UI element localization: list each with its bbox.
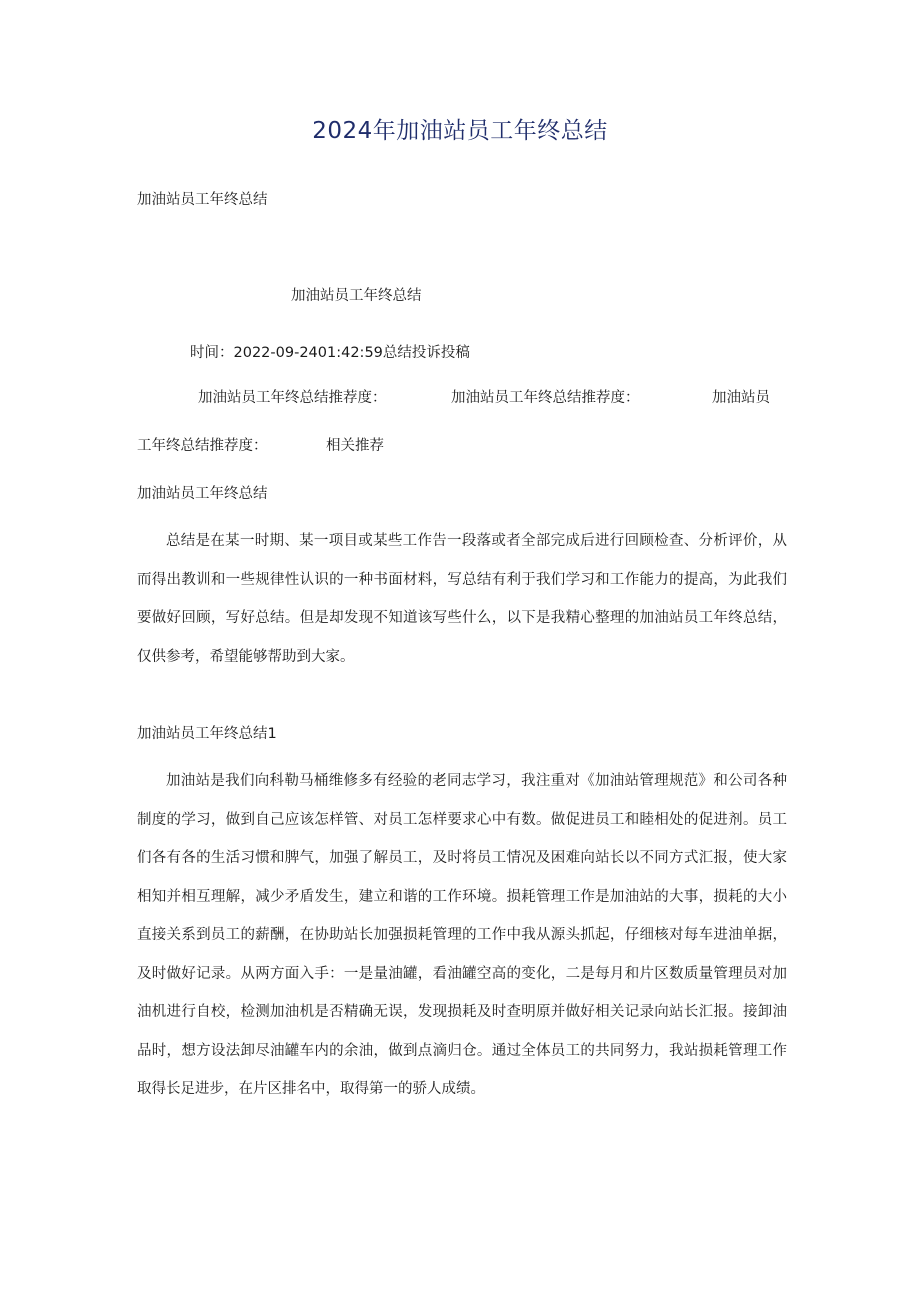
intro-paragraph: 总结是在某一时期、某一项目或某些工作告一段落或者全部完成后进行回顾检查、分析评价，从而得出教训和一些规律性认识的一种书面材料，写总结有利于我们学习和工作能力的提高，为此我们要做好回顾，写好总结。但是却发现不知道该写些什么，以下是我精心整理的加油站员工年终总结，仅供参考，希望能够帮助到大家。 [137, 533, 787, 665]
recommend-item: 加油站员工年终总结推荐度： [451, 390, 640, 406]
recommend-item: 加油站员工年终总结推荐度： [198, 390, 387, 406]
related-recommend-link[interactable]: 相关推荐 [326, 438, 384, 454]
recommend-item: 工年终总结推荐度： [137, 438, 268, 454]
section-heading: 加油站员工年终总结1 [137, 726, 277, 742]
section-heading: 加油站员工年终总结 [137, 486, 268, 502]
body-paragraph: 加油站是我们向科勒马桶维修多有经验的老同志学习，我注重对《加油站管理规范》和公司各种制度的学习，做到自己应该怎样管、对员工怎样要求心中有数。做促进员工和睦相处的促进剂。员工们各有各的生活习惯和脾气，加强了解员工，及时将员工情况及困难向站长以不同方式汇报，使大家相知并相互理解，减少矛盾发生，建立和谐的工作环境。损耗管理工作是加油站的大事，损耗的大小直接关系到员工的薪酬，在协助站长加强损耗管理的工作中我从源头抓起，仔细核对每车进油单据，及时做好记录。从两方面入手：一是量油罐，看油罐空高的变化，二是每月和片区数质量管理员对加油机进行自校，检测加油机是否精确无误，发现损耗及时查明原并做好相关记录向站长汇报。接卸油品时，想方设法卸尽油罐车内的余油，做到点滴归仓。通过全体员工的共同努力，我站损耗管理工作取得长足进步，在片区排名中，取得第一的骄人成绩。 [137, 773, 787, 1097]
meta-time-line: 时间：2022-09-2401:42:59总结投诉投稿 [190, 345, 470, 361]
recommend-item: 加油站员 [712, 390, 770, 406]
centered-subtitle: 加油站员工年终总结 [291, 288, 422, 304]
section-heading: 加油站员工年终总结 [137, 192, 268, 208]
document-title: 2024年加油站员工年终总结 [312, 118, 608, 144]
